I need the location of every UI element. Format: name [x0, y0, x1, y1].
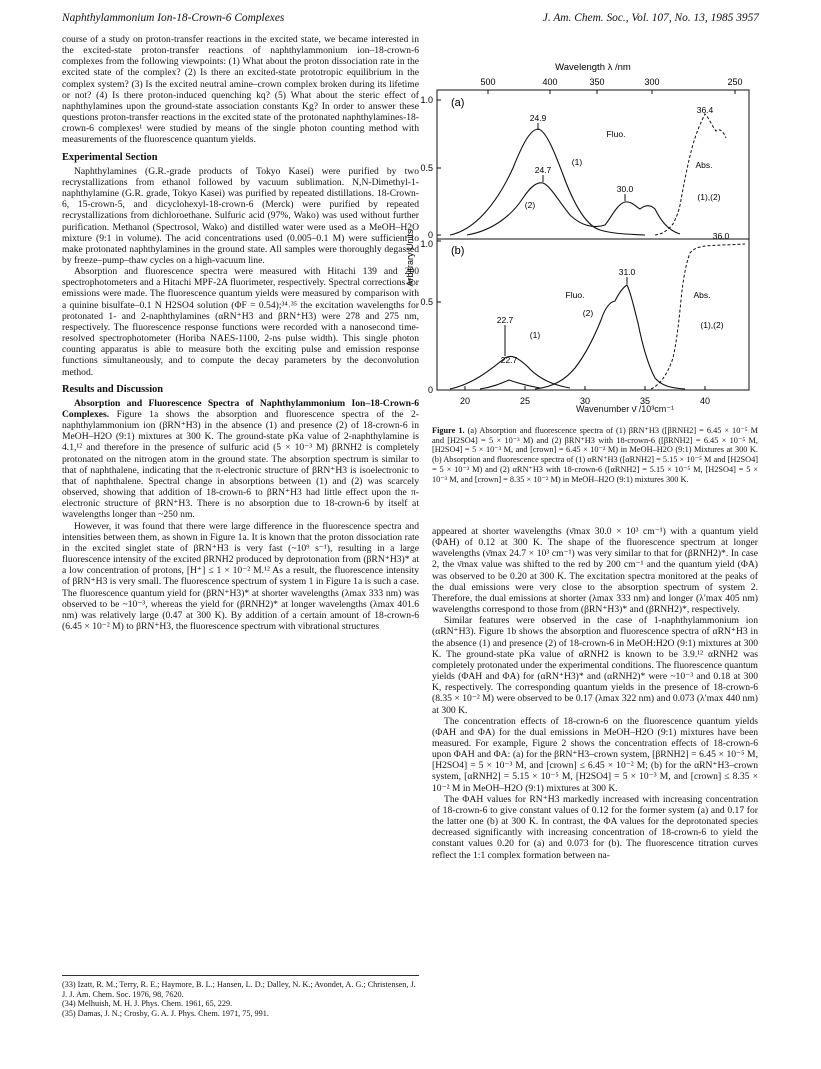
panel-b-annotation: Fluo. — [565, 290, 585, 300]
panel-b-annotation: 36.0 — [712, 231, 730, 241]
bottom-tick-label: 35 — [639, 396, 651, 406]
y-tick-label: 0 — [427, 385, 433, 395]
top-tick-label: 250 — [727, 77, 743, 87]
panel-b-abs-curve — [651, 244, 745, 389]
right-paragraph-3: The concentration effects of 18-crown-6 on the fluorescence quantum yields (ΦAH and ΦA) for the dual emissions in MeOH–H2O (9:1) mixtures have been measured. For example, Figure 2 shows the concentration effects of 18-crown-6 upon ΦAH and ΦA: (a) for the βRN⁺H3–crown system, [βRNH2] = 6.45 × 10⁻⁵ M, [H2SO4] = 5 × 10⁻³ M, and [crown] ≤ 6.45 × 10⁻² M; (b) for the αRN⁺H3–crown system, [αRNH2] = 5.15 × 10⁻⁵ M, [H2SO4] = 5 × 10⁻³ M, and [crown] ≤ 8.35 × 10⁻² M in MeOH–H2O (9:1) mixtures at 300 K. — [432, 715, 758, 794]
reference-33: (33) Izatt, R. M.; Terry, R. E.; Haymore, B. L.; Hansen, L. D.; Dalley, N. K.; Avondet, A. G.; Christensen, J. J. J. Am. Chem. Soc. 1976, 98, 7620. — [62, 980, 416, 999]
left-column — [62, 34, 419, 632]
reference-35: (35) Damas, J. N.; Crosby, G. A. J. Phys. Chem. 1971, 75, 991. — [62, 1008, 269, 1018]
panel-a-label: (a) — [451, 97, 465, 109]
panel-b-annotation: (1),(2) — [700, 320, 724, 330]
results-paragraph-1 — [62, 398, 419, 521]
figure-caption-text: (a) Absorption and fluorescence spectra of (1) βRN⁺H3 ([βRNH2] = 6.45 × 10⁻⁵ M and [H2SO4] = 5 × 10⁻³ M) and (2) βRN⁺H3 with 18-crown-6 ([βRNH2] = 6.45 × 10⁻⁵ M, [H2SO4] = 5 × 10⁻³ M, and [crown] = 6.45 × 10⁻² M) in MeOH–H2O (9:1) Mixtures at 300 K. (b) Absorption and fluorescence spectra of (1) αRN⁺H3 ([αRNH2] = 5.15 × 10⁻⁵ M and [H2SO4] = 5 × 10⁻³ M) and (2) αRN⁺H3 with 18-crown-6 ([αRNH2] = 5.15 × 10⁻⁵ M, [H2SO4] = 5 × 10⁻³ M, and [crown] = 8.35 × 10⁻² M) in MeOH–H2O (9:1) mixtures 300 K. — [432, 426, 759, 484]
panel-a-fluo-curve-2 — [467, 183, 680, 235]
top-tick-label: 500 — [480, 77, 496, 87]
panel-a-abs-curve — [655, 114, 726, 235]
intro-paragraph: course of a study on proton-transfer reactions in the excited state, we became interested in the excited-state proton-transfer reactions of naphthylammonium ion–18-crown-6 complexes from the following viewpoints: (1) What about the proton dissociation rate in the excited state of the complex? (2) Is there an excited-state prototropic equilibrium in the complex system? (3) Is the excited neutral amine–crown complex broken during its lifetime or not? (4) Is there proton-induced quenching kq? (5) What about the steric effect of naphthylamines upon the ground-state association constants Kg? In order to answer these questions proton-transfer reactions in the excited state of the protonated naphthylamines-18-crown-6 complexes¹ were studied by means of the single photon counting method with measurements of the fluorescence quantum yields. — [62, 34, 419, 146]
panel-b-fluo-curve-3 — [535, 285, 685, 389]
top-axis-title: Wavelength λ /nm — [555, 62, 631, 73]
bottom-tick-label: 25 — [519, 396, 531, 406]
y-tick-label: 1.0 — [420, 239, 433, 249]
plot-frame — [437, 90, 749, 390]
bottom-tick-label: 20 — [459, 396, 471, 406]
results-paragraph-1-text: Figure 1a shows the absorption and fluorescence spectra of the 2-naphthylammonium ion (βRN⁺H3) in the absence (1) and presence (2) of 18-crown-6 in MeOH–H2O (9:1) mixtures at 300 K. The ground-state pKa value of 2-naphthylamine is 4.1,¹² and therefore in the presence of sulfuric acid (5 × 10⁻³ M) βRNH2 is completely protonated on the nitrogen atom in the ground state. The absorption spectrum is similar to that of naphthalene, indicating that the π-electronic structure of βRN⁺H3 is isoelectronic to that of naphthalene. Spectral change in absorptions between (1) and (2) was scarcely observed, showing that addition of 18-crown-6 to βRN⁺H3 had little effect upon the π-electronic structure of βRN⁺H3. There is no absorption due to 18-crown-6 by itself at wavelengths longer than ~250 nm. — [62, 409, 419, 521]
right-paragraph-1: appeared at shorter wavelengths (ν̄max 30.0 × 10³ cm⁻¹) with a quantum yield (ΦAH) of 0.12 at 300 K. The shape of the fluorescence spectrum at longer wavelengths (ν̄max 24.7 × 10³ cm⁻¹) was very similar to that for (βRNH2)*. In case 2, the ν̄max value was shifted to the red by 200 cm⁻¹ and the quantum yield (ΦA) was observed to be 0.20 at 300 K. The excitation spectra monitored at the peaks of the dual emissions were very close to the absorption spectrum of system 2. Therefore, the dual emissions at shorter (λmax 333 nm) and longer (λ′max 405 nm) wavelengths correspond to those from (βRN⁺H3)* and (βRNH2)*, respectively. — [432, 526, 758, 616]
panel-b-annotation: 22.7 — [500, 355, 518, 365]
references — [62, 975, 419, 1018]
top-tick-label: 300 — [644, 77, 660, 87]
bottom-axis-title: Wavenumber ν̄ /10³cm⁻¹ — [576, 404, 674, 414]
right-column — [432, 526, 758, 861]
y-tick-label: 0 — [427, 230, 433, 240]
experimental-paragraph-2: Absorption and fluorescence spectra were measured with Hitachi 139 and 200 spectrophotometers and a Hitachi MPF-2A fluorimeter, respectively. Spectral corrections for emissions were made. The fluorescence quantum yields were measured by comparison with a quinine bisulfate–0.1 N H2SO4 solution (ΦF = 0.54);³⁴˒³⁵ the excitation wavelengths for protonated 1- and 2-naphthylamines (αRN⁺H3 and βRN⁺H3) were 278 and 275 nm, respectively. The fluorescence response functions were recorded with a nanosecond time-resolved spectrophotometer (Horiba NAES-1100, 2-ns pulse width). This single photon counting apparatus is able to measure both the exciting pulse and emission response functions simultaneously, and to compute the decay parameters by the deconvolution method. — [62, 266, 419, 378]
running-header-right: J. Am. Chem. Soc., Vol. 107, No. 13, 1985 3957 — [542, 12, 759, 24]
panel-a-annotation: (1),(2) — [697, 192, 721, 202]
top-tick-label: 350 — [589, 77, 605, 87]
panel-a-annotation: Abs. — [695, 160, 713, 170]
bottom-tick-label: 30 — [579, 396, 591, 406]
bottom-tick-label: 40 — [699, 396, 711, 406]
references-rule — [62, 975, 419, 976]
experimental-paragraph-1: Naphthylamines (G.R.-grade products of Tokyo Kasei) were purified by two recrystallizations from ethanol followed by vacuum sublimation. N,N-Dimethyl-1-naphthylamine (G.R. grade, Tokyo Kasei) was purified by repeated distillations. 18-Crown-6, 15-crown-5, and dicyclohexyl-18-crown-6 (Merck) were purified by repeated recrystallizations from dichloroethane. Sulfuric acid (97%, Wako) was used without further purification. Methanol (Spectrosol, Wako) and distilled water were used as a MeOH–H2O mixture (9:1 in volume). The acid concentrations used (0.005–0.1 M) were sufficient to make protonated naphthylamines in the ground state. All samples were thoroughly degassed by freeze–pump–thaw cycles on a high-vacuum line. — [62, 165, 419, 266]
panel-b-fluo-curve-2 — [480, 380, 540, 389]
top-tick-label: 400 — [542, 77, 558, 87]
running-header-left: Naphthylammonium Ion-18-Crown-6 Complexes — [62, 12, 285, 24]
panel-a-annotation: Fluo. — [606, 129, 626, 139]
results-subheading: Absorption and Fluorescence Spectra of Naphthylammonium Ion–18-Crown-6 Complexes. — [62, 397, 419, 420]
panel-a-annotation: 36.4 — [696, 105, 714, 115]
y-tick-label: 0.5 — [420, 297, 433, 307]
reference-34: (34) Melhuish, M. H. J. Phys. Chem. 1961, 65, 229. — [62, 999, 233, 1009]
panel-a-annotation: 30.0 — [616, 184, 634, 194]
panel-a-fluo-curve-1 — [450, 129, 645, 235]
y-tick-label: 1.0 — [420, 95, 433, 105]
panel-b-label: (b) — [451, 245, 465, 257]
results-heading: Results and Discussion — [62, 383, 164, 395]
panel-a-annotation: 24.9 — [529, 113, 547, 123]
figure-caption-label: Figure 1. — [432, 426, 465, 435]
figure-caption — [432, 426, 758, 484]
right-paragraph-2: Similar features were observed in the case of 1-naphthylammonium ion (αRN⁺H3). Figure 1b shows the absorption and fluorescence spectra of αRN⁺H3 in the absence (1) and presence (2) of 18-crown-6 in MeOH:H2O (9:1) mixtures at 300 K. The ground-state pKa value of αRNH2 is known to be 3.9.¹² αRNH2 was completely protonated under the experimental conditions. The fluorescence quantum yields (ΦAH and ΦA) for (αRN⁺H3)* and (αRNH2)* were ~10⁻³ and 0.18 at 300 K, respectively. The corresponding quantum yields in the presence of 18-crown-6 (8.35 × 10⁻² M) were observed to be 0.17 (λmax 322 nm) and 0.073 (λ′max 440 nm) at 300 K. — [432, 615, 758, 716]
panel-b-annotation: (2) — [582, 308, 594, 318]
y-tick-label: 0.5 — [420, 163, 433, 173]
results-paragraph-2: However, it was found that there were large difference in the fluorescence spectra and intensities between them, as shown in Figure 1a. It is known that the proton dissociation rate in the excited singlet state of βRN⁺H3 is very fast (~10⁹ s⁻¹), resulting in a large fluorescence intensity of the excited βRNH2 produced by deprotonation from (βRN⁺H3)* at a low concentration of protons, [H⁺] ≤ 1 × 10⁻² M.¹² As a result, the fluorescence intensity of βRN⁺H3 is very small. The fluorescence spectrum of system 1 in Figure 1a is such a case. The fluorescence quantum yield for (βRN⁺H3)* at shorter wavelengths (λmax 333 nm) was observed to be ~10⁻³, whereas the yield for (βRNH2)* at longer wavelengths (λmax 401.6 nm) was relatively large (0.47 at 300 K). By addition of a certain amount of 18-crown-6 (6.45 × 10⁻² M) to βRN⁺H3, the fluorescence spectrum with vibrational structures — [62, 520, 419, 632]
panel-b-annotation: Abs. — [693, 290, 711, 300]
figure-1 — [405, 58, 765, 413]
panel-b-annotation: 22.7 — [496, 315, 514, 325]
y-axis-title: Arbitrary Units — [405, 229, 415, 287]
panel-a-annotation: 24.7 — [534, 165, 552, 175]
panel-a-annotation: (1) — [571, 157, 583, 167]
panel-b-annotation: 31.0 — [618, 267, 636, 277]
panel-b-annotation: (1) — [529, 330, 541, 340]
panel-a-annotation: (2) — [524, 200, 536, 210]
right-paragraph-4: The ΦAH values for RN⁺H3 markedly increased with increasing concentration of 18-crown-6 to give constant values of 0.12 for the former system (a) and 0.17 for the latter one (b) at 300 K. In contrast, the ΦA values for the deprotonated species decreased significantly with increasing concentration of 18-crown-6 to yield the constant values 0.20 for (a) and 0.073 for (b). The fluorescence titration curves reflect the 1:1 complex formation between na- — [432, 793, 758, 861]
experimental-heading: Experimental Section — [62, 151, 158, 163]
